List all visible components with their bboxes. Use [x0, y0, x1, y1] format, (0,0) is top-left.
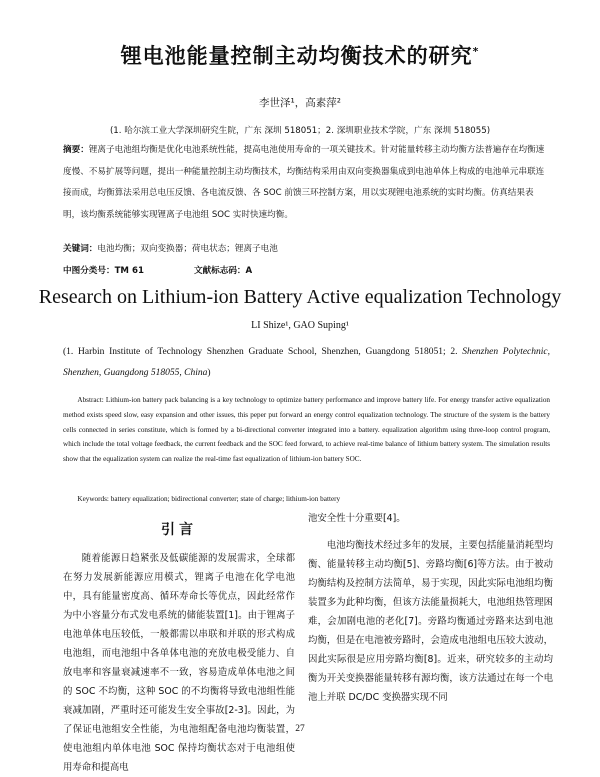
english-affiliation-italic: Shenzhen Polytechnic, Shenzhen, Guangdong 518055, China: [63, 347, 551, 378]
chinese-title-text: 锂电池能量控制主动均衡技术的研究: [120, 44, 473, 68]
chinese-keywords-label: 关键词：: [63, 244, 98, 254]
chinese-keywords-text: 电池均衡；双向变换器；荷电状态；锂离子电池: [97, 244, 278, 254]
english-keywords-text: battery equalization; bidirectional converter; state of charge; lithium-ion battery: [110, 495, 341, 503]
title-footnote-mark: *: [472, 45, 480, 58]
right-column-paragraph: 电池均衡技术经过多年的发展，主要包括能量消耗型均衡、能量转移主动均衡[5]、旁路均衡[6]等方法。由于被动均衡结构及控制方法简单，易于实现，因此实际电池组均衡装置多为此种均衡，但该方法能量损耗大，电池组热管理困难，会加剧电池的老化[7]。旁路均衡通过旁路来达到电池均衡，但是在电池被旁路时，会造成电池组电压较大波动，因此实际很是应用旁路均衡[8]。近来，研究较多的主动均衡为开关变换器能量转移有源均衡，该方法通过在每一个电池上并联 DC/DC 变换器实现不同: [308, 540, 553, 703]
chinese-abstract: [63, 140, 550, 226]
chinese-abstract-text: 锂离子电池组均衡是优化电池系统性能，提高电池使用寿命的一项关键技术。针对能量转移主动均衡方法普遍存在均衡速度慢、不易扩展等问题，提出一种能量控制主动均衡技术，均衡结构采用由双向变换器集成到电池单体上构成的电池单元串联连接而成，均衡算法采用总电压反馈、各电流反馈、各 SOC 前馈三环控制方案，用以实现锂电池系统的实时均衡。仿真结果表明，该均衡系统能够实现锂离子电池组 SOC 实时快速均衡。: [63, 145, 545, 220]
english-affiliation-end: ): [207, 368, 211, 378]
chinese-title: [0, 40, 600, 70]
english-abstract-label: Abstract:: [77, 396, 104, 404]
english-abstract: [63, 393, 550, 467]
class-number: 中图分类号：TM 61: [63, 266, 144, 276]
english-affiliation: [63, 342, 550, 384]
english-keywords: [63, 495, 550, 503]
chinese-affiliation: (1. 哈尔滨工业大学深圳研究生院，广东 深圳 518051；2. 深圳职业技术学院，广东 深圳 518055): [109, 126, 491, 136]
right-column: [308, 509, 553, 707]
chinese-abstract-label: 摘要：: [63, 145, 89, 155]
english-authors: LI Shize¹, GAO Suping¹: [251, 320, 349, 331]
chinese-authors: 李世泽¹，高素萍²: [259, 97, 341, 109]
chinese-keywords: [63, 242, 278, 254]
classification-line: [63, 264, 252, 276]
english-abstract-text: Lithium-ion battery pack balancing is a key technology to optimize battery performance and improve battery life. For energy transfer active equalization method exists speed slow, easy expansion and other issues, this peper put forward an energy control equalization technology. The structure of the system is the battery cells connected in series constitute, which is formed by a bi-directional converter integrated into a battery. equalization algorithm using three-loop control program, which include the total voltage feedback, the current feedback and the SOC feed forward, to achieve real-time balance of lithium battery system. The simulation results show that the equalization system can realize the real-time fast equalization of lithium-ion battery SOC.: [63, 396, 551, 464]
document-code: 文献标志码：A: [193, 266, 253, 276]
left-column-paragraph: 随着能源日趋紧张及低碳能源的发展需求，全球都在努力发展新能源应用模式，锂离子电池在化学电池中，具有能量密度高、循环寿命长等优点，因此经常作为中小容量分布式发电系统的储能装置[1]。由于锂离子电池单体电压较低，一般都需以串联和并联的形式构成电池组，而电池组中各单体电池的充放电极受能力、自放电率和容量衰减速率不一致，容易造成单体电池之间的 SOC 不均衡，这种 SOC 的不均衡将导致电池组性能衰减加剧，严重时还可能发生安全事故[2-3]。因此，为了保证电池组安全性能，为电池组配备电池均衡装置，使电池组内单体电池 SOC 保持均衡状态对于电池组使用寿命和提高电: [63, 553, 295, 773]
page-number: 27: [295, 724, 305, 734]
section-heading-introduction: 引言: [161, 522, 197, 538]
right-column-continuation: 池安全性十分重要[4]。: [308, 513, 406, 524]
english-affiliation-plain: (1. Harbin Institute of Technology Shenzhen Graduate School, Shenzhen, Guangdong 518051; 2.: [63, 347, 463, 357]
english-title: Research on Lithium-ion Battery Active equalization Technology: [38, 286, 562, 308]
english-keywords-label: Keywords:: [77, 495, 109, 503]
left-column: [63, 519, 295, 777]
